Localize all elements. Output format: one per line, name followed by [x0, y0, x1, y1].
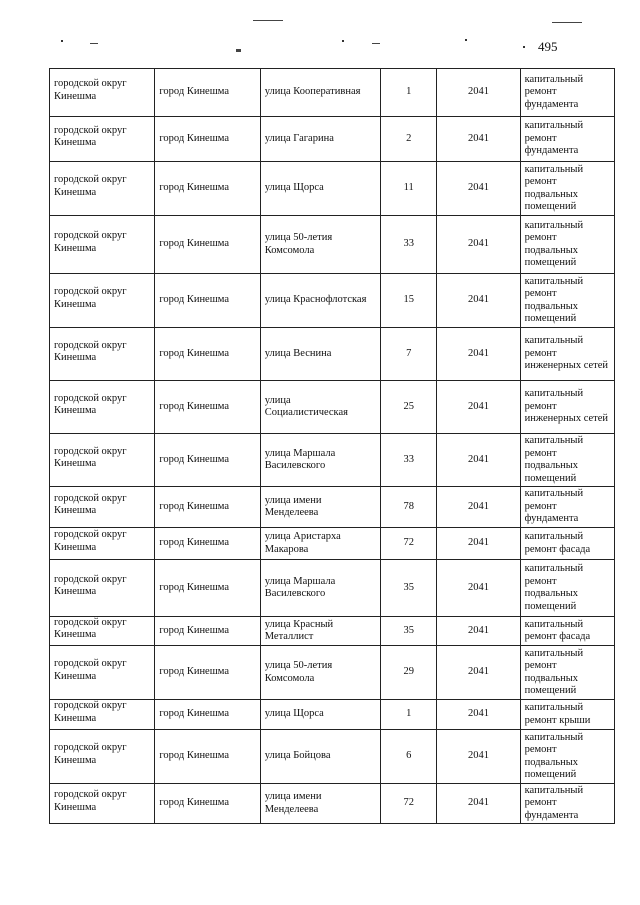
cell-house-number-text: 2	[406, 132, 412, 144]
cell-city	[155, 560, 260, 617]
cell-house-number	[381, 730, 437, 784]
cell-year	[437, 117, 520, 162]
table-row	[50, 69, 615, 117]
cell-house-number-text: 15	[403, 294, 414, 306]
cell-municipality	[50, 381, 155, 434]
table-body	[50, 69, 615, 824]
cell-street-text: улица имени Менделеева	[264, 494, 322, 518]
cell-year-text: 2041	[467, 537, 489, 549]
cell-city	[155, 487, 260, 528]
cell-municipality-text: городской округ Кинешма	[54, 700, 127, 724]
table-row	[50, 617, 615, 646]
cell-house-number-text: 33	[403, 238, 414, 250]
table-row	[50, 274, 615, 328]
cell-house-number	[381, 700, 437, 730]
cell-house-number	[381, 69, 437, 117]
cell-city	[155, 69, 260, 117]
cell-street-text: улица Бойцова	[264, 750, 331, 762]
cell-work-type	[520, 328, 614, 381]
cell-house-number	[381, 274, 437, 328]
cell-municipality-text: городской округ Кинешма	[54, 529, 127, 553]
cell-street-text: улица Маршала Василевского	[264, 575, 336, 599]
table-row	[50, 560, 615, 617]
repair-schedule-table	[49, 68, 615, 824]
cell-work-type-text: капитальный ремонт крыши	[524, 702, 591, 726]
cell-year-text: 2041	[467, 797, 489, 809]
cell-work-type	[520, 528, 614, 560]
cell-street	[260, 700, 380, 730]
table-row	[50, 117, 615, 162]
cell-year	[437, 216, 520, 274]
cell-municipality	[50, 646, 155, 700]
cell-city-text: город Кинешма	[159, 750, 230, 762]
cell-street	[260, 730, 380, 784]
cell-street	[260, 617, 380, 646]
cell-city	[155, 381, 260, 434]
cell-city	[155, 162, 260, 216]
cell-year-text: 2041	[467, 581, 489, 593]
cell-street-text: улица имени Менделеева	[264, 791, 322, 815]
cell-city	[155, 528, 260, 560]
cell-street	[260, 560, 380, 617]
cell-municipality	[50, 784, 155, 824]
cell-street-text: улица Маршала Василевского	[264, 447, 336, 471]
cell-municipality-text: городской округ Кинешма	[54, 658, 127, 682]
cell-city	[155, 700, 260, 730]
cell-municipality	[50, 487, 155, 528]
cell-municipality	[50, 328, 155, 381]
cell-house-number	[381, 162, 437, 216]
scan-artifact-line	[552, 22, 582, 23]
cell-city-text: город Кинешма	[159, 708, 230, 720]
cell-year-text: 2041	[467, 294, 489, 306]
cell-house-number-text: 6	[406, 750, 412, 762]
scan-artifact-line	[253, 20, 283, 21]
scan-artifact-dot	[342, 40, 344, 42]
cell-municipality-text: городской округ Кинешма	[54, 174, 127, 198]
cell-house-number-text: 25	[403, 400, 414, 412]
scan-artifact-line	[236, 49, 241, 52]
cell-house-number-text: 29	[403, 666, 414, 678]
cell-municipality-text: городской округ Кинешма	[54, 616, 127, 640]
cell-year-text: 2041	[467, 750, 489, 762]
cell-work-type-text: капитальный ремонт подвальных помещений	[524, 275, 584, 324]
table-row	[50, 700, 615, 730]
cell-house-number	[381, 617, 437, 646]
cell-year-text: 2041	[467, 238, 489, 250]
cell-work-type-text: капитальный ремонт фасада	[524, 618, 591, 642]
cell-work-type-text: капитальный ремонт подвальных помещений	[524, 435, 584, 484]
table-row	[50, 487, 615, 528]
cell-street	[260, 381, 380, 434]
cell-municipality-text: городской округ Кинешма	[54, 492, 127, 516]
cell-work-type	[520, 700, 614, 730]
cell-house-number-text: 78	[403, 500, 414, 512]
cell-municipality	[50, 162, 155, 216]
scan-artifact-dot	[61, 40, 63, 42]
table-row	[50, 162, 615, 216]
cell-house-number-text: 72	[403, 537, 414, 549]
cell-municipality	[50, 617, 155, 646]
cell-city-text: город Кинешма	[159, 86, 230, 98]
cell-street-text: улица 50-летия Комсомола	[264, 232, 333, 256]
cell-work-type	[520, 381, 614, 434]
table-row	[50, 730, 615, 784]
cell-city	[155, 617, 260, 646]
cell-work-type-text: капитальный ремонт подвальных помещений	[524, 647, 584, 696]
cell-street	[260, 69, 380, 117]
cell-year-text: 2041	[467, 132, 489, 144]
scan-artifact-dot	[523, 46, 525, 48]
cell-house-number-text: 35	[403, 624, 414, 636]
cell-work-type-text: капитальный ремонт подвальных помещений	[524, 219, 584, 268]
cell-city-text: город Кинешма	[159, 347, 230, 359]
cell-work-type-text: капитальный ремонт фундамента	[524, 488, 584, 525]
cell-year	[437, 730, 520, 784]
cell-work-type	[520, 560, 614, 617]
cell-house-number	[381, 117, 437, 162]
cell-municipality-text: городской округ Кинешма	[54, 789, 127, 813]
cell-work-type	[520, 117, 614, 162]
cell-city	[155, 434, 260, 487]
scan-artifact-dot	[465, 39, 467, 41]
cell-city	[155, 216, 260, 274]
cell-municipality-text: городской округ Кинешма	[54, 78, 127, 102]
cell-work-type-text: капитальный ремонт подвальных помещений	[524, 731, 584, 780]
cell-work-type-text: капитальный ремонт подвальных помещений	[524, 563, 584, 612]
cell-year-text: 2041	[467, 708, 489, 720]
cell-city-text: город Кинешма	[159, 400, 230, 412]
cell-municipality	[50, 730, 155, 784]
table-row	[50, 381, 615, 434]
cell-house-number	[381, 381, 437, 434]
cell-year-text: 2041	[467, 182, 489, 194]
cell-city-text: город Кинешма	[159, 666, 230, 678]
cell-street-text: улица Гагарина	[264, 132, 334, 144]
cell-city	[155, 784, 260, 824]
cell-year-text: 2041	[467, 500, 489, 512]
cell-street	[260, 784, 380, 824]
cell-house-number	[381, 646, 437, 700]
cell-work-type	[520, 434, 614, 487]
cell-street-text: улица Кооперативная	[264, 86, 361, 98]
cell-house-number-text: 1	[406, 86, 412, 98]
cell-house-number-text: 1	[406, 708, 412, 720]
cell-year	[437, 274, 520, 328]
cell-year	[437, 784, 520, 824]
cell-municipality-text: городской округ Кинешма	[54, 742, 127, 766]
cell-year	[437, 560, 520, 617]
cell-house-number	[381, 434, 437, 487]
cell-city-text: город Кинешма	[159, 294, 230, 306]
table-row	[50, 434, 615, 487]
cell-city-text: город Кинешма	[159, 797, 230, 809]
cell-work-type	[520, 216, 614, 274]
cell-city-text: город Кинешма	[159, 182, 230, 194]
cell-work-type	[520, 646, 614, 700]
cell-city	[155, 117, 260, 162]
scan-artifact-line	[372, 43, 380, 44]
cell-street	[260, 162, 380, 216]
cell-city-text: город Кинешма	[159, 537, 230, 549]
cell-house-number-text: 33	[403, 453, 414, 465]
cell-street-text: улица Краснофлотская	[264, 294, 367, 306]
page-number: 495	[538, 39, 558, 54]
cell-work-type	[520, 69, 614, 117]
cell-street-text: улица Щорса	[264, 708, 324, 720]
cell-work-type	[520, 784, 614, 824]
cell-year-text: 2041	[467, 400, 489, 412]
cell-work-type-text: капитальный ремонт фасада	[524, 531, 591, 555]
cell-city-text: город Кинешма	[159, 132, 230, 144]
cell-house-number-text: 35	[403, 581, 414, 593]
table-row	[50, 646, 615, 700]
scan-artifact-line	[90, 43, 98, 44]
cell-street	[260, 434, 380, 487]
table-row	[50, 528, 615, 560]
cell-house-number	[381, 328, 437, 381]
cell-city	[155, 646, 260, 700]
cell-city-text: город Кинешма	[159, 238, 230, 250]
cell-year	[437, 528, 520, 560]
cell-year	[437, 646, 520, 700]
cell-work-type	[520, 617, 614, 646]
cell-year-text: 2041	[467, 624, 489, 636]
cell-work-type-text: капитальный ремонт фундамента	[524, 120, 584, 157]
cell-house-number-text: 7	[406, 347, 412, 359]
cell-year	[437, 381, 520, 434]
cell-work-type	[520, 274, 614, 328]
cell-street-text: улица Веснина	[264, 347, 332, 359]
cell-year-text: 2041	[467, 347, 489, 359]
table-row	[50, 216, 615, 274]
cell-city	[155, 328, 260, 381]
cell-city-text: город Кинешма	[159, 581, 230, 593]
cell-municipality-text: городской округ Кинешма	[54, 445, 127, 469]
cell-municipality-text: городской округ Кинешма	[54, 230, 127, 254]
cell-work-type-text: капитальный ремонт инженерных сетей	[524, 335, 609, 372]
cell-year	[437, 69, 520, 117]
cell-municipality	[50, 274, 155, 328]
cell-municipality	[50, 434, 155, 487]
cell-street-text: улица Щорса	[264, 182, 324, 194]
cell-year	[437, 162, 520, 216]
cell-city-text: город Кинешма	[159, 624, 230, 636]
cell-year-text: 2041	[467, 666, 489, 678]
cell-work-type-text: капитальный ремонт подвальных помещений	[524, 163, 584, 212]
cell-city	[155, 730, 260, 784]
cell-municipality-text: городской округ Кинешма	[54, 124, 127, 148]
cell-city-text: город Кинешма	[159, 453, 230, 465]
cell-municipality-text: городской округ Кинешма	[54, 339, 127, 363]
cell-street	[260, 487, 380, 528]
cell-street	[260, 274, 380, 328]
cell-work-type	[520, 730, 614, 784]
cell-year	[437, 487, 520, 528]
cell-house-number	[381, 487, 437, 528]
cell-work-type-text: капитальный ремонт инженерных сетей	[524, 388, 609, 425]
cell-street	[260, 528, 380, 560]
cell-house-number-text: 11	[403, 182, 414, 194]
cell-street	[260, 646, 380, 700]
cell-street	[260, 216, 380, 274]
cell-municipality	[50, 560, 155, 617]
cell-house-number	[381, 528, 437, 560]
cell-city	[155, 274, 260, 328]
cell-street-text: улица Социалистическая	[264, 394, 348, 418]
cell-work-type-text: капитальный ремонт фундамента	[524, 784, 584, 821]
cell-municipality-text: городской округ Кинешма	[54, 286, 127, 310]
cell-year	[437, 434, 520, 487]
cell-street	[260, 328, 380, 381]
cell-house-number-text: 72	[403, 797, 414, 809]
cell-municipality-text: городской округ Кинешма	[54, 392, 127, 416]
cell-work-type	[520, 487, 614, 528]
cell-municipality	[50, 700, 155, 730]
cell-municipality-text: городской округ Кинешма	[54, 573, 127, 597]
table-row	[50, 328, 615, 381]
cell-house-number	[381, 560, 437, 617]
cell-year-text: 2041	[467, 86, 489, 98]
cell-street-text: улица 50-летия Комсомола	[264, 660, 333, 684]
cell-municipality	[50, 216, 155, 274]
table-row	[50, 784, 615, 824]
cell-street-text: улица Красный Металлист	[264, 618, 334, 642]
cell-year-text: 2041	[467, 453, 489, 465]
cell-work-type	[520, 162, 614, 216]
cell-street-text: улица Аристарха Макарова	[264, 531, 341, 555]
cell-house-number	[381, 784, 437, 824]
cell-city-text: город Кинешма	[159, 500, 230, 512]
cell-year	[437, 328, 520, 381]
cell-municipality	[50, 117, 155, 162]
cell-year	[437, 700, 520, 730]
cell-house-number	[381, 216, 437, 274]
cell-work-type-text: капитальный ремонт фундамента	[524, 73, 584, 110]
cell-municipality	[50, 528, 155, 560]
cell-street	[260, 117, 380, 162]
cell-year	[437, 617, 520, 646]
cell-municipality	[50, 69, 155, 117]
